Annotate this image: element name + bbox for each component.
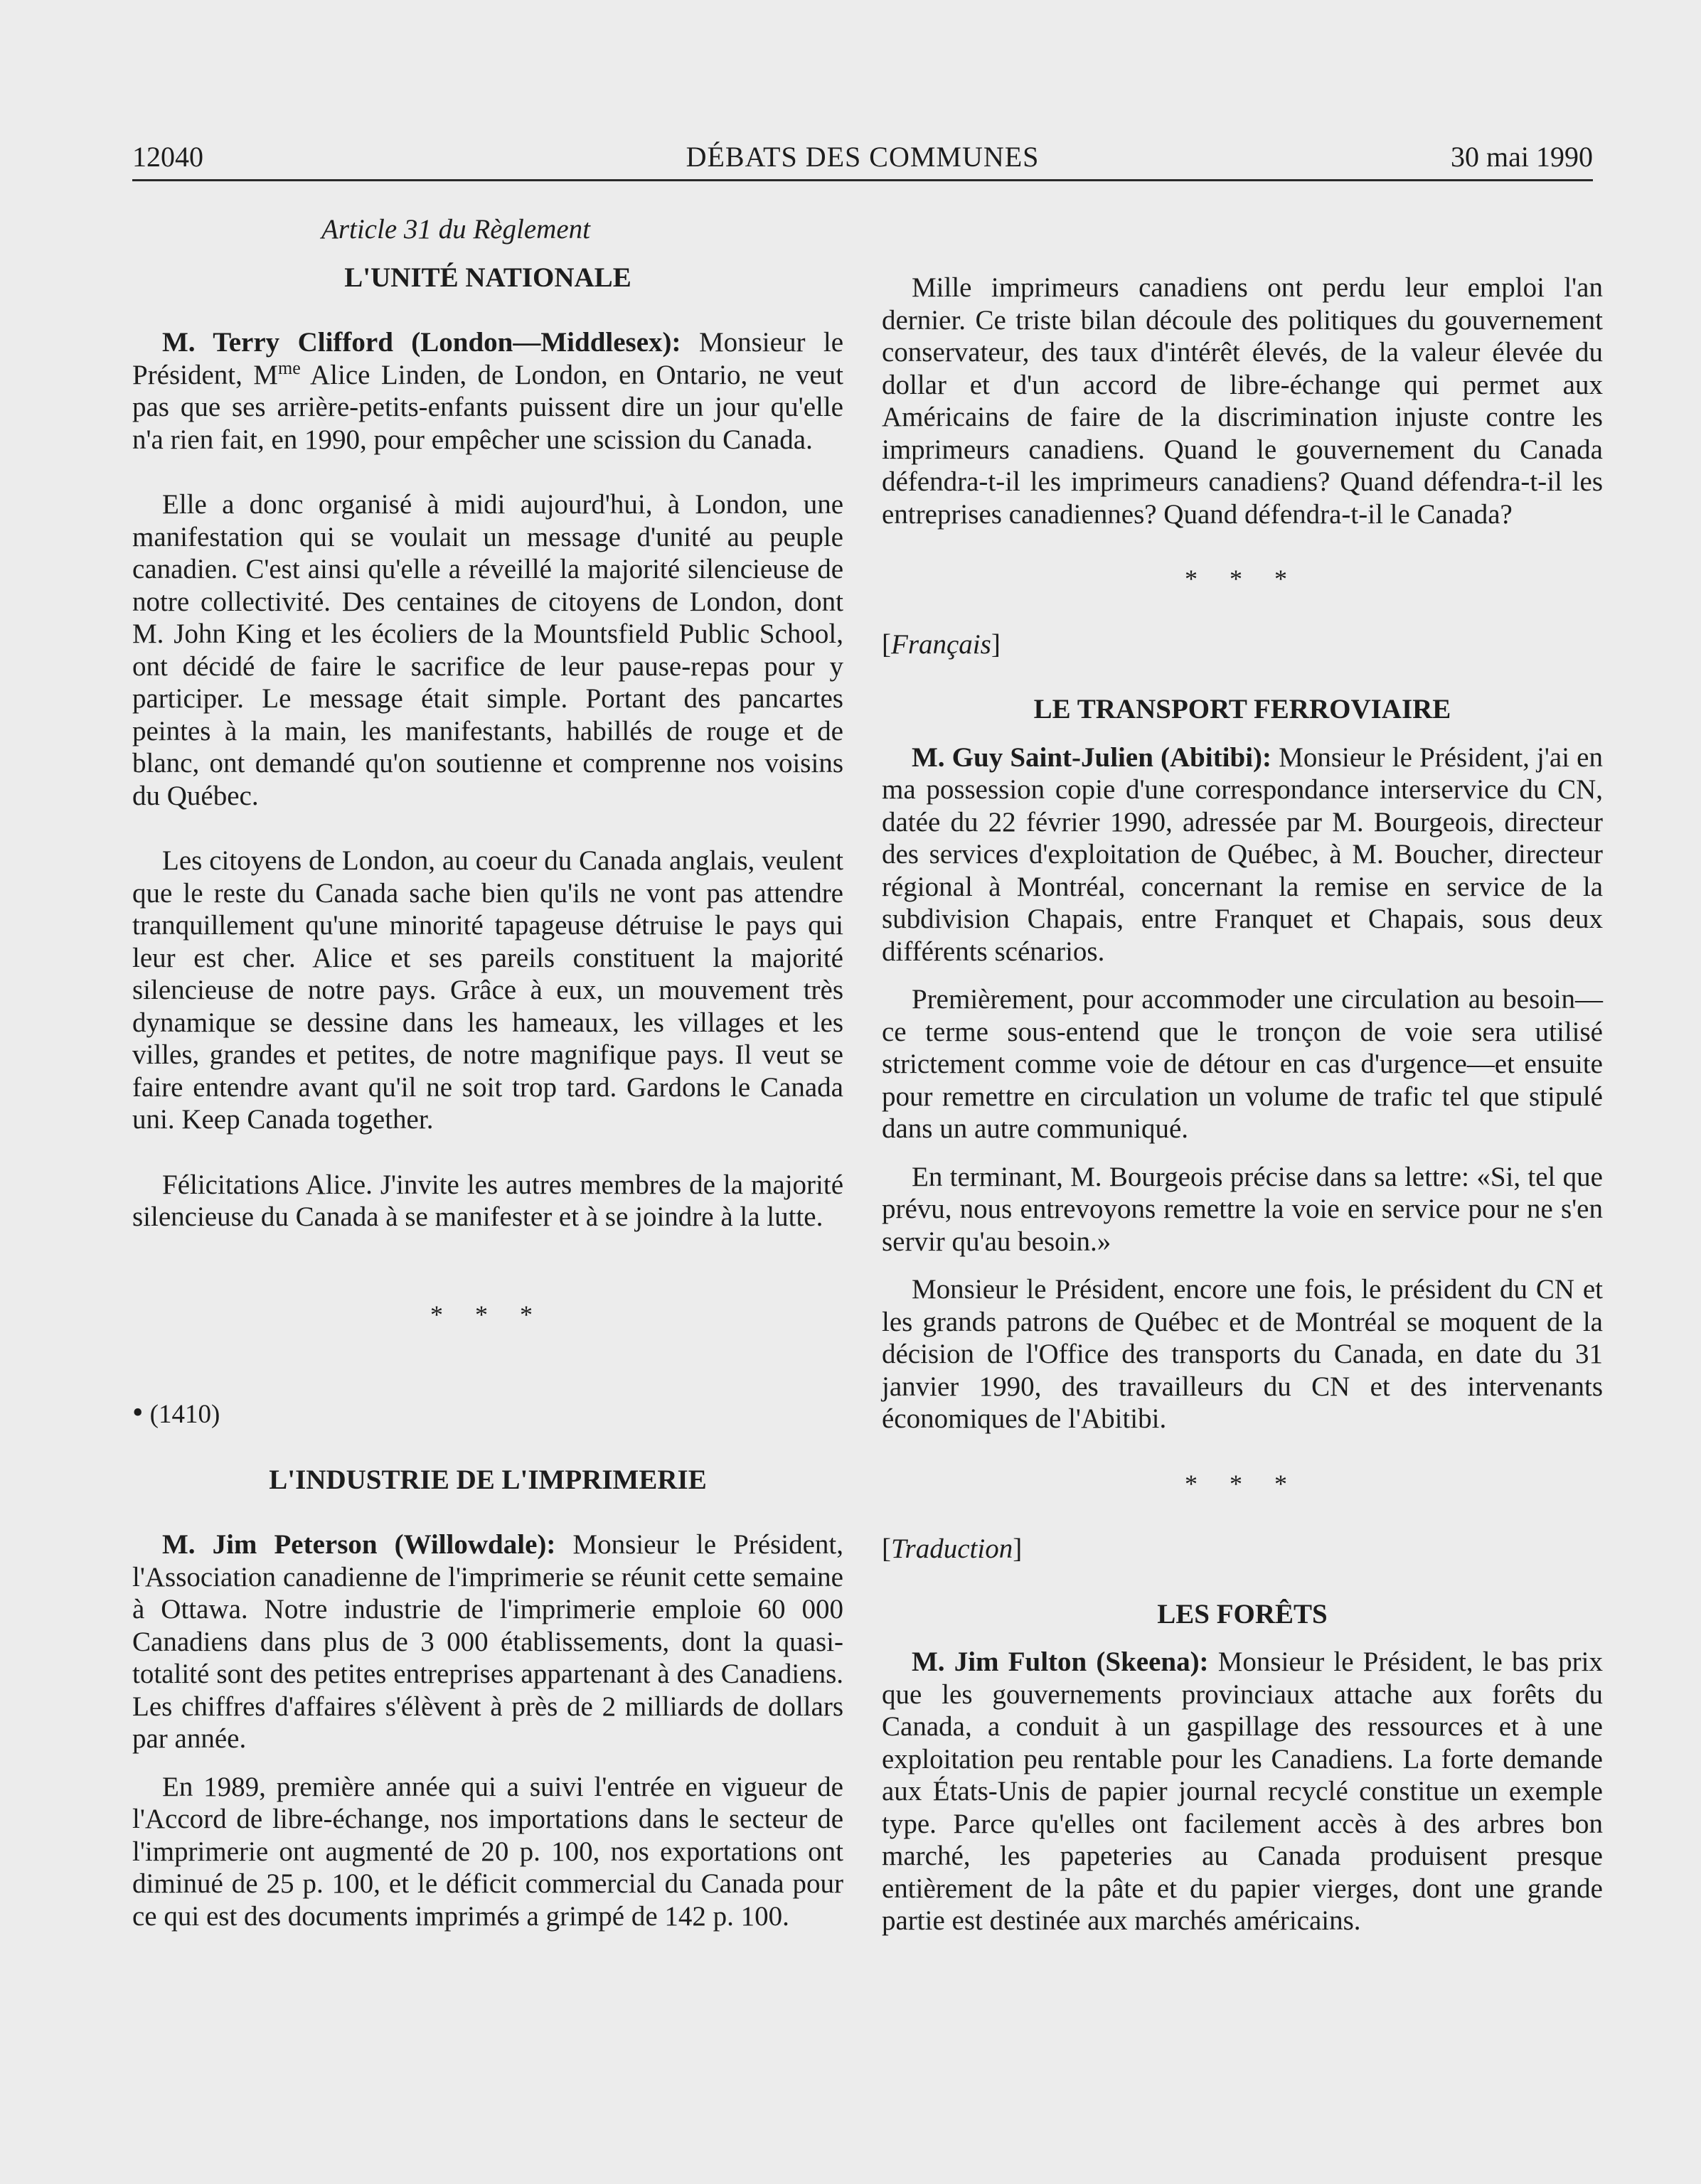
speaker-name: M. Terry Clifford (London—Middlesex):: [162, 327, 681, 358]
speaker-name: M. Jim Peterson (Willowdale):: [162, 1529, 556, 1560]
bullet-icon: •: [132, 1395, 144, 1430]
speaker-name: M. Guy Saint-Julien (Abitibi):: [912, 742, 1272, 773]
paragraph: M. Guy Saint-Julien (Abitibi): Monsieur le Président, j'ai en ma possession copie d'une correspondance interservice du CN, datée du 22 février 1990, adressée par M. Bourgeois, directeur des services d'exploitation de Québec, à M. Boucher, directeur régional à Montréal, concernant la remise en service de la subdivision Chapais, entre Franquet et Chapais, sous deux différents scénarios.: [882, 742, 1603, 967]
paragraph: Premièrement, pour accommoder une circulation au besoin—ce terme sous-entend que le tronçon de voie sera utilisé strictement comme voie de détour en cas d'urgence—et ensuite pour remettre en circulation un volume de trafic tel que stipulé dans un autre communiqué.: [882, 984, 1603, 1144]
section-heading-unite-nationale: L'UNITÉ NATIONALE: [344, 262, 631, 293]
page-header: [132, 139, 1593, 181]
paragraph: En 1989, première année qui a suivi l'entrée en vigueur de l'Accord de libre-échange, nos importations dans le secteur de l'imprimerie ont augmenté de 20 p. 100, nos exportations ont diminué de 25 p. 100, et le déficit commercial du Canada pour ce qui est des documents imprimés a grimpé de 142 p. 100.: [132, 1771, 843, 1932]
paragraph: Elle a donc organisé à midi aujourd'hui, à London, une manifestation qui se voulait un message d'unité au peuple canadien. C'est ainsi qu'elle a réveillé la majorité silencieuse de notre collectivité. Des centaines de citoyens de London, dont M. John King et les écoliers de la Mountsfield Public School, ont décidé de faire le sacrifice de leur pause-repas pour y participer. Le message était simple. Portant des pancartes peintes à la main, les manifestants, habillés de rouge et de blanc, ont demandé qu'on soutienne et comprenne nos voisins du Québec.: [132, 489, 843, 811]
page-number: 12040: [132, 141, 203, 173]
publication-title: DÉBATS DES COMMUNES: [686, 141, 1040, 173]
paragraph: M. Jim Peterson (Willowdale): Monsieur le Président, l'Association canadienne de l'imprimerie se réunit cette semaine à Ottawa. Notre industrie de l'imprimerie emploie 60 000 Canadiens dans plus de 3 000 établissements, dont la quasi-totalité sont des petites entreprises appartenant à des Canadiens. Les chiffres d'affaires s'élèvent à près de 2 milliards de dollars par année.: [132, 1529, 843, 1754]
paragraph: En terminant, M. Bourgeois précise dans sa lettre: «Si, tel que prévu, nous entrevoyons remettre la voie en service pour ne s'en servir qu'au besoin.»: [882, 1161, 1603, 1257]
section-separator: * * *: [430, 1300, 545, 1329]
left-column: [132, 213, 843, 1932]
section-separator: * * *: [1185, 1469, 1300, 1498]
section-heading-imprimerie: L'INDUSTRIE DE L'IMPRIMERIE: [269, 1464, 707, 1495]
section-heading-transport-ferroviaire: LE TRANSPORT FERROVIAIRE: [1033, 694, 1451, 724]
paragraph: M. Jim Fulton (Skeena): Monsieur le Président, le bas prix que les gouvernements provinciaux attache aux forêts du Canada, a conduit à un gaspillage des ressources et à une exploitation peu rentable pour les Canadiens. La forte demande aux États-Unis de papier journal recyclé constitue un exemple type. Parce qu'elles ont facilement accès à des arbres bon marché, les papeteries au Canada produisent presque entièrement de la pâte et du papier vierges, dont une grande partie est destinée aux marchés américains.: [882, 1647, 1603, 1936]
time-marker: • (1410): [132, 1395, 220, 1430]
paragraph: Les citoyens de London, au coeur du Canada anglais, veulent que le reste du Canada sache bien qu'ils ne vont pas attendre tranquillement qu'une minorité tapageuse détruise le pays qui leur est cher. Alice et ses pareils constituent la majorité silencieuse de notre pays. Grâce à eux, un mouvement très dynamique se dessine dans les hameaux, les villages et les villes, grandes et petites, de notre magnifique pays. Il veut se faire entendre avant qu'il ne soit trop tard. Gardons le Canada uni. Keep Canada together.: [132, 845, 843, 1135]
right-column: [882, 213, 1603, 1937]
section-separator: * * *: [1185, 564, 1300, 593]
language-marker: [Français]: [882, 628, 1001, 660]
publication-date: 30 mai 1990: [1451, 141, 1593, 173]
paragraph: M. Terry Clifford (London—Middlesex): Monsieur le Président, $M^{me}$ Alice Linden, de London, en Ontario, ne veut pas que ses arrière-petits-enfants puissent dire un jour qu'elle n'a rien fait, en 1990, pour empêcher une scission du Canada.: [132, 327, 843, 455]
rubric: Article 31 du Règlement: [321, 214, 590, 245]
paragraph: Monsieur le Président, encore une fois, le président du CN et les grands patrons de Québec et de Montréal se moquent de la décision de l'Office des transports du Canada, en date du 31 janvier 1990, des travailleurs du CN et des intervenants économiques de l'Abitibi.: [882, 1274, 1603, 1434]
speaker-name: M. Jim Fulton (Skeena):: [912, 1647, 1209, 1677]
language-marker: [Traduction]: [882, 1533, 1023, 1564]
paragraph: Félicitations Alice. J'invite les autres membres de la majorité silencieuse du Canada à se manifester et à se joindre à la lutte.: [132, 1169, 843, 1232]
section-heading-forets: LES FORÊTS: [1157, 1598, 1328, 1629]
paragraph: Mille imprimeurs canadiens ont perdu leur emploi l'an dernier. Ce triste bilan découle des politiques du gouvernement conservateur, des taux d'intérêt élevés, de la valeur élevée du dollar et d'un accord de libre-échange qui permet aux Américains de faire de la discrimination injuste contre les imprimeurs canadiens. Quand le gouvernement du Canada défendra-t-il les imprimeurs canadiens? Quand défendra-t-il les entreprises canadiennes? Quand défendra-t-il le Canada?: [882, 272, 1603, 530]
